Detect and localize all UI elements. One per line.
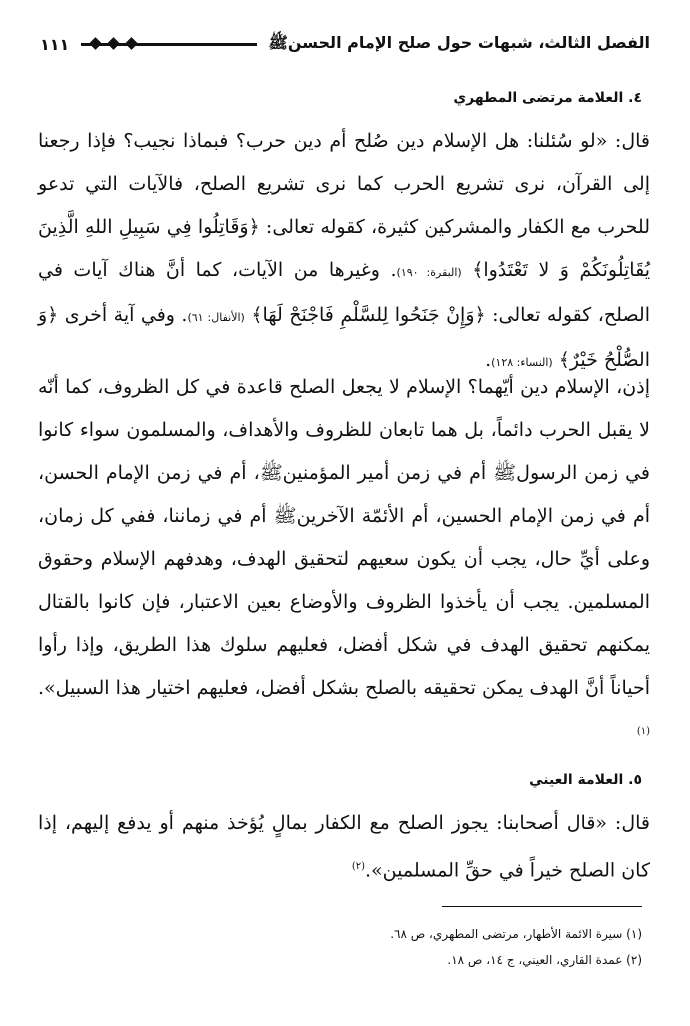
page-number: ١١١ <box>40 34 70 54</box>
paragraph-motahari-quote <box>38 120 650 384</box>
paragraph-text: . وغيرها من الآيات، كما أنَّ هناك آيات في الصلح، كقوله تعالى: ﴿وَإِنْ جَنَحُوا لِلسَّلْمِ فَاجْنَحْ لَهَا﴾ <box>38 259 651 326</box>
quran-reference: (البقرة: ١٩٠) <box>396 266 462 279</box>
paragraph-text: قال: «قال أصحابنا: يجوز الصلح مع الكفار بمالٍ يُؤخذ منهم أو يدفع إليهم، إذا كان الصلح خيراً في حقِّ المسلمين». <box>38 812 650 882</box>
footnote-marker: (٢) <box>351 861 366 872</box>
paragraph-text: . <box>485 349 492 371</box>
paragraph-motahari-continued <box>38 366 650 757</box>
paragraph-text: . وفي آية أخرى ﴿وَ الصُّلْحُ خَيْرٌ﴾ <box>38 304 650 371</box>
diamond-ornament-icon <box>125 37 138 50</box>
section-heading-aini: ٥. العلامة العيني <box>529 772 642 788</box>
diamond-ornament-icon <box>89 37 102 50</box>
footnote-separator <box>442 906 642 907</box>
quran-reference: (الأنفال: ٦١) <box>187 311 245 324</box>
paragraph-text: قال: «لو سُئلنا: هل الإسلام دين صُلح أم دين حرب؟ فبماذا نجيب؟ فإذا رجعنا إلى القرآن، نرى تشريع الحرب كما نرى تشريع الصلح، فالآيات التي تدعو للحرب مع الكفار والمشركين كثيرة، كقوله تعالى: ﴿وَقَاتِلُوا فِي سَبِيلِ اللهِ الَّذِينَ يُقَاتِلُونَكُمْ وَ لا تَعْتَدُوا﴾ <box>38 130 650 281</box>
running-header <box>40 30 650 58</box>
diamond-ornament-icon <box>107 37 120 50</box>
paragraph-aini-quote <box>38 802 650 892</box>
quran-reference: (النساء: ١٢٨) <box>491 356 553 369</box>
header-ornament-line <box>81 43 256 46</box>
chapter-title: الفصل الثالث، شبهات حول صلح الإمام الحسنﷺ <box>268 32 650 52</box>
footnote-1: (١) سيرة الائمة الأطهار، مرتضى المطهري، ص ٦٨. <box>390 927 642 941</box>
footnote-marker: (١) <box>636 726 650 737</box>
footnote-2: (٢) عمدة القاري، العيني، ج ١٤، ص ١٨. <box>447 953 642 967</box>
section-heading-motahari: ٤. العلامة مرتضى المطهري <box>453 90 642 106</box>
paragraph-text: إذن، الإسلام دين أيّهما؟ الإسلام لا يجعل الصلح قاعدة في كل الظروف، كما أنّه لا يقبل الحرب دائماً، بل هما تابعان للظروف والأهداف، والمسلمون سواء كانوا في زمن الرسولﷺ أم في زمن أمير المؤمنينﷺ، أم في زمن الإمام الحسن، أم في زمن الإمام الحسين، أم الأئمّة الآخرينﷺ أم في زماننا، ففي كل زمان، وعلى أيِّ حال، يجب أن يكون سعيهم لتحقيق الهدف، وهدفهم الإسلام وحقوق المسلمين. يجب أن يأخذوا الظروف والأوضاع بعين الاعتبار، فإن كانوا بالقتال يمكنهم تحقيق الهدف في شكل أفضل، فعليهم سلوك هذا الطريق، وإذا رأوا أحياناً أنَّ الهدف يمكن تحقيقه بالصلح بشكل أفضل، فعليهم اختيار هذا السبيل». <box>38 376 650 699</box>
